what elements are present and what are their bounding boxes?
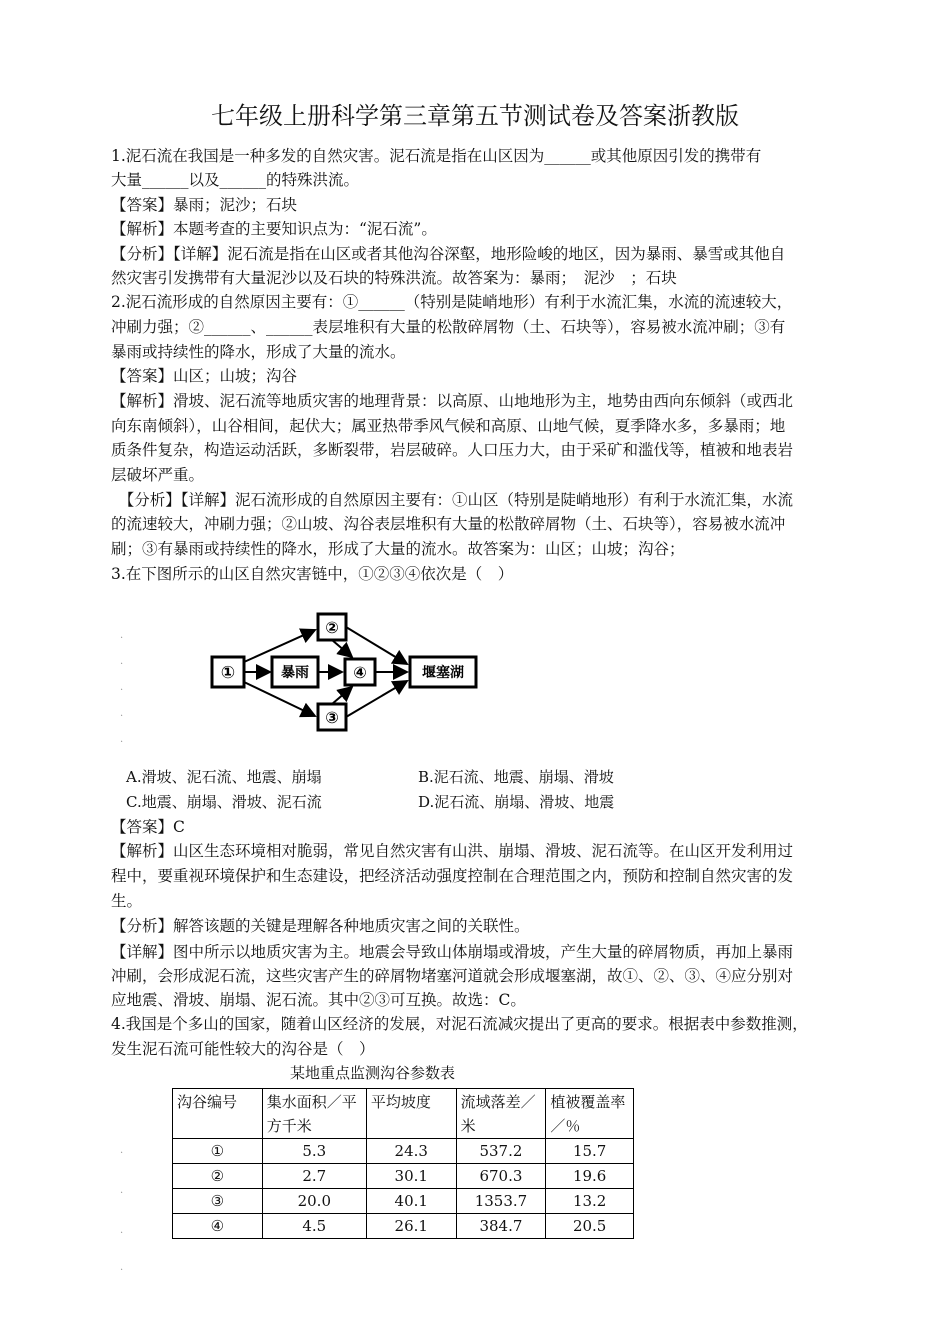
q4-stem: 发生泥石流可能性较大的沟谷是（ ） [111,1040,375,1058]
table-header-cell: 沟谷编号 [173,1089,263,1139]
q3-key: 【分析】解答该题的关键是理解各种地质灾害之间的关联性。 [111,917,530,935]
q2-analysis: 向东南倾斜），山谷相间，起伏大；属亚热带季风气候和高原、山地气候，夏季降水多，多暴雨；地 [111,417,786,435]
option-b: B.泥石流、地震、崩塌、滑坡 [418,768,614,786]
q1-answer: 【答案】暴雨；泥沙；石块 [111,196,298,214]
table-cell: 4.5 [262,1214,366,1239]
table-cell: 13.2 [546,1189,634,1214]
node-4 [345,659,375,685]
option-c: C.地震、崩塌、滑坡、泥石流 [126,793,322,811]
svg-text:堰塞湖: 堰塞湖 [422,665,464,681]
table-row [173,1139,634,1164]
q2-line: 冲刷力强；②______、______表层堆积有大量的松散碎屑物（土、石块等），容易被水流冲刷；③有 [111,318,786,336]
q2-analysis: 质条件复杂，构造运动活跃，多断裂带，岩层破碎。人口压力大，由于采矿和滥伐等，植被和地表岩 [111,441,794,459]
node-1 [212,657,244,687]
q3-detail: 【详解】图中所示以地质灾害为主。地震会导致山体崩塌或滑坡，产生大量的碎屑物质，再加上暴雨 [111,943,794,961]
q3-analysis: 【解析】山区生态环境相对脆弱，常见自然灾害有山洪、崩塌、滑坡、泥石流等。在山区开发利用过 [111,842,794,860]
document-page: 七年级上册科学第三章第五节测试卷及答案浙教版 1.泥石流在我国是一种多发的自然灾害。泥石流是指在山区因为______或其他原因引发的携带有 大量______以及______的特殊洪流。 【答案】暴雨；泥沙；石块 【解析】本题考查的主要知识点为：“泥石流”。 【分析】【详解】泥石流是指在山区或者其他沟谷深壑，地形险峻的地区，因为暴雨、暴雪或其他自 然灾害引发携带有大量泥沙以及石块的特殊洪流。故答案为：暴雨； 泥沙 ；石块 2.泥石流形成的自然原因主要有：①______（特别是陡峭地形）有利于水流汇集，水流的流速较大， 冲刷力强；②______、______表层堆积有大量的松散碎屑物（土、石块等），容易被水流冲刷；③有 暴雨或持续性的降水，形成了大量的流水。 【答案】山区；山坡；沟谷 【解析】滑坡、泥石流等地质灾害的地理背景：以高原、山地地形为主，地势由西向东倾斜（或西北 向东南倾斜），山谷相间，起伏大；属亚热带季风气候和高原、山地气候，夏季降水多，多暴雨；地 质条件复杂，构造运动活跃，多断裂带，岩层破碎。人口压力大，由于采矿和滥伐等，植被和地表岩 层破坏严重。 【分析】【详解】泥石流形成的自然原因主要有：①山区（特别是陡峭地形）有利于水流汇集，水流 的流速较大，冲刷力强；②山坡、沟谷表层堆积有大量的松散碎屑物（土、石块等），容易被水流冲 刷；③有暴雨或持续性的降水，形成了大量的流水。故答案为：山区；山坡；沟谷； 3.在下图所示的山区自然灾害链中，①②③④依次是（ ） . . . . . ① 暴雨 ② ④ ③ 堰塞湖 A.滑坡、泥石流、地震、崩塌 B.泥石流、地震、崩塌、滑坡 C.地震、崩塌、滑坡、泥石流 D.泥石流、崩塌、滑坡、地震 【答案】C 【解析】山区生态环境相对脆弱，常见自然灾害有山洪、崩塌、滑坡、泥石流等。在山区开发利用过 程中，要重视环境保护和生态建设，把经济活动强度控制在合理范围之内，预防和控制自然灾害的发 生。 【分析】解答该题的关键是理解各种地质灾害之间的关联性。 【详解】图中所示以地质灾害为主。地震会导致山体崩塌或滑坡，产生大量的碎屑物质，再加上暴雨 冲刷，会形成泥石流，这些灾害产生的碎屑物堵塞河道就会形成堰塞湖，故①、②、③、④应分别对 应地震、滑坡、崩塌、泥石流。其中②③可互换。故选：C。 4.我国是个多山的国家，随着山区经济的发展，对泥石流减灾提出了更高的要求。根据表中参数推测， 发生泥石流可能性较大的沟谷是（ ） 某地重点监测沟谷参数表 沟谷编号 集水面积／平方千米 平均坡度 流域落差／米 植被覆盖率／％ ① 5.3 24.3 537.2 15.7 ② 2.7 30.1 670.3 19.6 ③ 20.0 40.1 1353.7 13.2 ④ 4.5 26.1 384.7 20.5 . . . . [0,0,950,1344]
disaster-chain-diagram [200,610,490,740]
table-cell: 537.2 [456,1139,546,1164]
q2-line: 2.泥石流形成的自然原因主要有：①______（特别是陡峭地形）有利于水流汇集，水流的流速较大， [111,293,793,311]
table-row [173,1214,634,1239]
q1-line: 1.泥石流在我国是一种多发的自然灾害。泥石流是指在山区因为______或其他原因引发的携带有 [111,147,762,165]
table-row [173,1164,634,1189]
table-cell: 26.1 [366,1214,456,1239]
table-header-cell: 平均坡度 [366,1089,456,1139]
table-header-cell: 集水面积／平方千米 [262,1089,366,1139]
q3-stem: 3.在下图所示的山区自然灾害链中，①②③④依次是（ ） [111,565,514,583]
params-table [172,1088,634,1239]
table-header-cell: 植被覆盖率／％ [546,1089,634,1139]
page-title: 七年级上册科学第三章第五节测试卷及答案浙教版 [211,102,739,130]
q3-analysis: 生。 [111,892,143,910]
svg-text:①: ① [220,663,236,683]
q4-stem: 4.我国是个多山的国家，随着山区经济的发展，对泥石流减灾提出了更高的要求。根据表中参数推测， [111,1015,808,1033]
q2-line: 暴雨或持续性的降水，形成了大量的流水。 [111,343,406,361]
table-cell: 670.3 [456,1164,546,1189]
option-a: A.滑坡、泥石流、地震、崩塌 [126,768,322,786]
q1-line: 大量______以及______的特殊洪流。 [111,171,360,189]
svg-text:③: ③ [325,708,339,727]
q2-detail: 的流速较大，冲刷力强；②山坡、沟谷表层堆积有大量的松散碎屑物（土、石块等），容易被水流冲 [111,515,786,533]
table-cell: 1353.7 [456,1189,546,1214]
node-rain [272,657,318,687]
q2-detail: 【分析】【详解】泥石流形成的自然原因主要有：①山区（特别是陡峭地形）有利于水流汇集，水流 [111,491,794,509]
table-cell: 2.7 [262,1164,366,1189]
q2-analysis: 【解析】滑坡、泥石流等地质灾害的地理背景：以高原、山地地形为主，地势由西向东倾斜（或西北 [111,392,794,410]
svg-text:暴雨: 暴雨 [281,665,309,681]
table-row [173,1189,634,1214]
table-cell: 24.3 [366,1139,456,1164]
q3-detail: 冲刷，会形成泥石流，这些灾害产生的碎屑物堵塞河道就会形成堰塞湖，故①、②、③、④应分别对 [111,967,794,985]
table-cell: 5.3 [262,1139,366,1164]
q2-analysis: 层破坏严重。 [111,466,205,484]
node-lake [410,657,476,687]
table-header-cell: 流域落差／米 [456,1089,546,1139]
table-cell: 40.1 [366,1189,456,1214]
q3-analysis: 程中，要重视环境保护和生态建设，把经济活动强度控制在合理范围之内，预防和控制自然灾害的发 [111,867,794,885]
q1-analysis: 【解析】本题考查的主要知识点为：“泥石流”。 [111,220,437,238]
table-cell: 384.7 [456,1214,546,1239]
table-cell: 15.7 [546,1139,634,1164]
q1-detail: 【分析】【详解】泥石流是指在山区或者其他沟谷深壑，地形险峻的地区，因为暴雨、暴雪或其他自 [111,245,786,263]
q2-answer: 【答案】山区；山坡；沟谷 [111,367,298,385]
table-cell: 19.6 [546,1164,634,1189]
q1-detail: 然灾害引发携带有大量泥沙以及石块的特殊洪流。故答案为：暴雨； 泥沙 ；石块 [111,269,677,287]
node-2 [318,614,346,640]
table-cell: 20.0 [262,1189,366,1214]
q3-answer: 【答案】C [111,818,185,836]
table-header-row [173,1089,634,1139]
table-caption: 某地重点监测沟谷参数表 [290,1064,456,1082]
option-d: D.泥石流、崩塌、滑坡、地震 [418,793,615,811]
table-cell: 20.5 [546,1214,634,1239]
table-cell: ① [173,1139,263,1164]
q2-detail: 刷；③有暴雨或持续性的降水，形成了大量的流水。故答案为：山区；山坡；沟谷； [111,540,685,558]
table-cell: ③ [173,1189,263,1214]
table-cell: ④ [173,1214,263,1239]
table-cell: 30.1 [366,1164,456,1189]
svg-text:④: ④ [353,663,367,682]
svg-text:②: ② [325,618,339,637]
table-cell: ② [173,1164,263,1189]
node-3 [318,704,346,730]
q3-detail: 应地震、滑坡、崩塌、泥石流。其中②③可互换。故选：C。 [111,991,526,1009]
